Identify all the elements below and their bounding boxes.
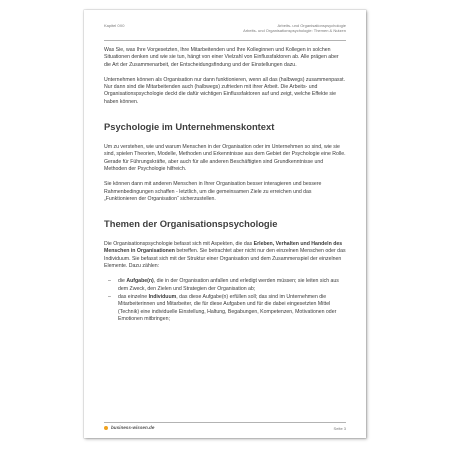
section2-text: Die Organisationspsychologie befasst sich mit Aspekten, die das [104,241,254,248]
list-item-term: Individuum [148,293,177,300]
logo-dot-icon [104,426,108,430]
header-chapter: Kapitel 0X0 [104,23,125,28]
section1-paragraph-1: Um zu verstehen, wie und warum Menschen in der Organisation oder im Unternehmen so sind, wie sie sind, spielen Theorien, Modelle, Methoden und Erkenntnisse aus dem Gebiet der Psychologie eine Rolle. Gerade für Führungskräfte, aber auch für alle anderen Beschäftigten sind Grundkenntnisse und Methoden der Psychologie hilfreich. [104,144,346,172]
list-item-term: Aufgabe(n) [126,278,154,285]
footer-logo-text: business-wissen.de [111,425,155,430]
list-item-individuum [104,294,346,323]
list-item-text: die [118,278,127,285]
section1-paragraph-2: Sie können dann mit anderen Menschen in Ihrer Organisation besser interagieren und bessere Rahmenbedingungen schaffen - letztlich, um die gemeinsamen Ziele zu erreichen und das „Funktionieren der Organisation“ sicherzustellen. [104,181,322,202]
document-body [104,47,346,324]
header-divider [104,40,346,41]
list-item-text: das einzelne [118,293,149,300]
section2-emphasis: Erleben, Verhalten und Handeln des Menschen in Organisationen [104,241,343,255]
topic-list [104,278,346,323]
list-dash-icon: – [108,293,111,300]
section2-paragraph-1 [104,241,346,270]
document-page [84,10,366,438]
section2-text: betreffen. Sie betrachtet aber nicht nur den einzelnen Menschen oder das Individuum. Sie befasst sich mit der Struktur einer Organisation und dem Zusammenspiel der einzelnen Elemente. Dazu zählen: [104,248,346,270]
list-item-text: , die in der Organisation anfallen und erledigt werden müssen; sie leiten sich aus dem Zweck, den Zielen und Strategien der Organisation ab; [118,278,339,292]
header-title-line1: Arbeits- und Organisationspsychologie [277,23,346,28]
page-number: Seite 3 [333,426,346,431]
header-title [206,23,346,33]
intro-paragraph-2: Unternehmen können als Organisation nur dann funktionieren, wenn all das (halbwegs) zusammenpasst. Nur dann sind die Mitarbeitenden auch (halbwegs) zufrieden mit ihrer Arbeit. Die Arbeits- und Organisationspsychologie deckt die dafür wichtigen Einflussfaktoren auf und zeigt, welche Effekte sie haben können. [104,76,346,105]
intro-paragraph-1: Was Sie, was Ihre Vorgesetzten, Ihre Mitarbeitenden und Ihre Kolleginnen und Kollegen in solchen Situationen denken und wie sie tun, hängt von einer Vielzahl von Einflussfaktoren ab. Alle prägen aber die Art der Zusammenarbeit, der Entscheidungsfindung und der Einstellungen dazu. [104,47,339,68]
footer-divider [104,422,346,423]
section-heading-psychologie: Psychologie im Unternehmenskontext [104,121,275,133]
footer-logo [104,425,154,430]
header-title-line2: Arbeits- und Organisationspsychologie: Themen & Nutzen [243,28,346,33]
list-item-text: , das diese Aufgabe(n) erfüllen soll; das sind im Unternehmen die Mitarbeiterinnen und Mitarbeiter, die für diese Aufgaben und für die dabei eingesetzten Mittel (Technik) eine individuelle Einstellung, Haltung, Begabungen, Kompetenzen, Motivationen oder Emotionen mitbringen; [118,293,337,322]
section-heading-themen: Themen der Organisationspsychologie [104,218,278,230]
list-item-aufgabe [104,278,346,293]
list-dash-icon: – [108,278,111,285]
